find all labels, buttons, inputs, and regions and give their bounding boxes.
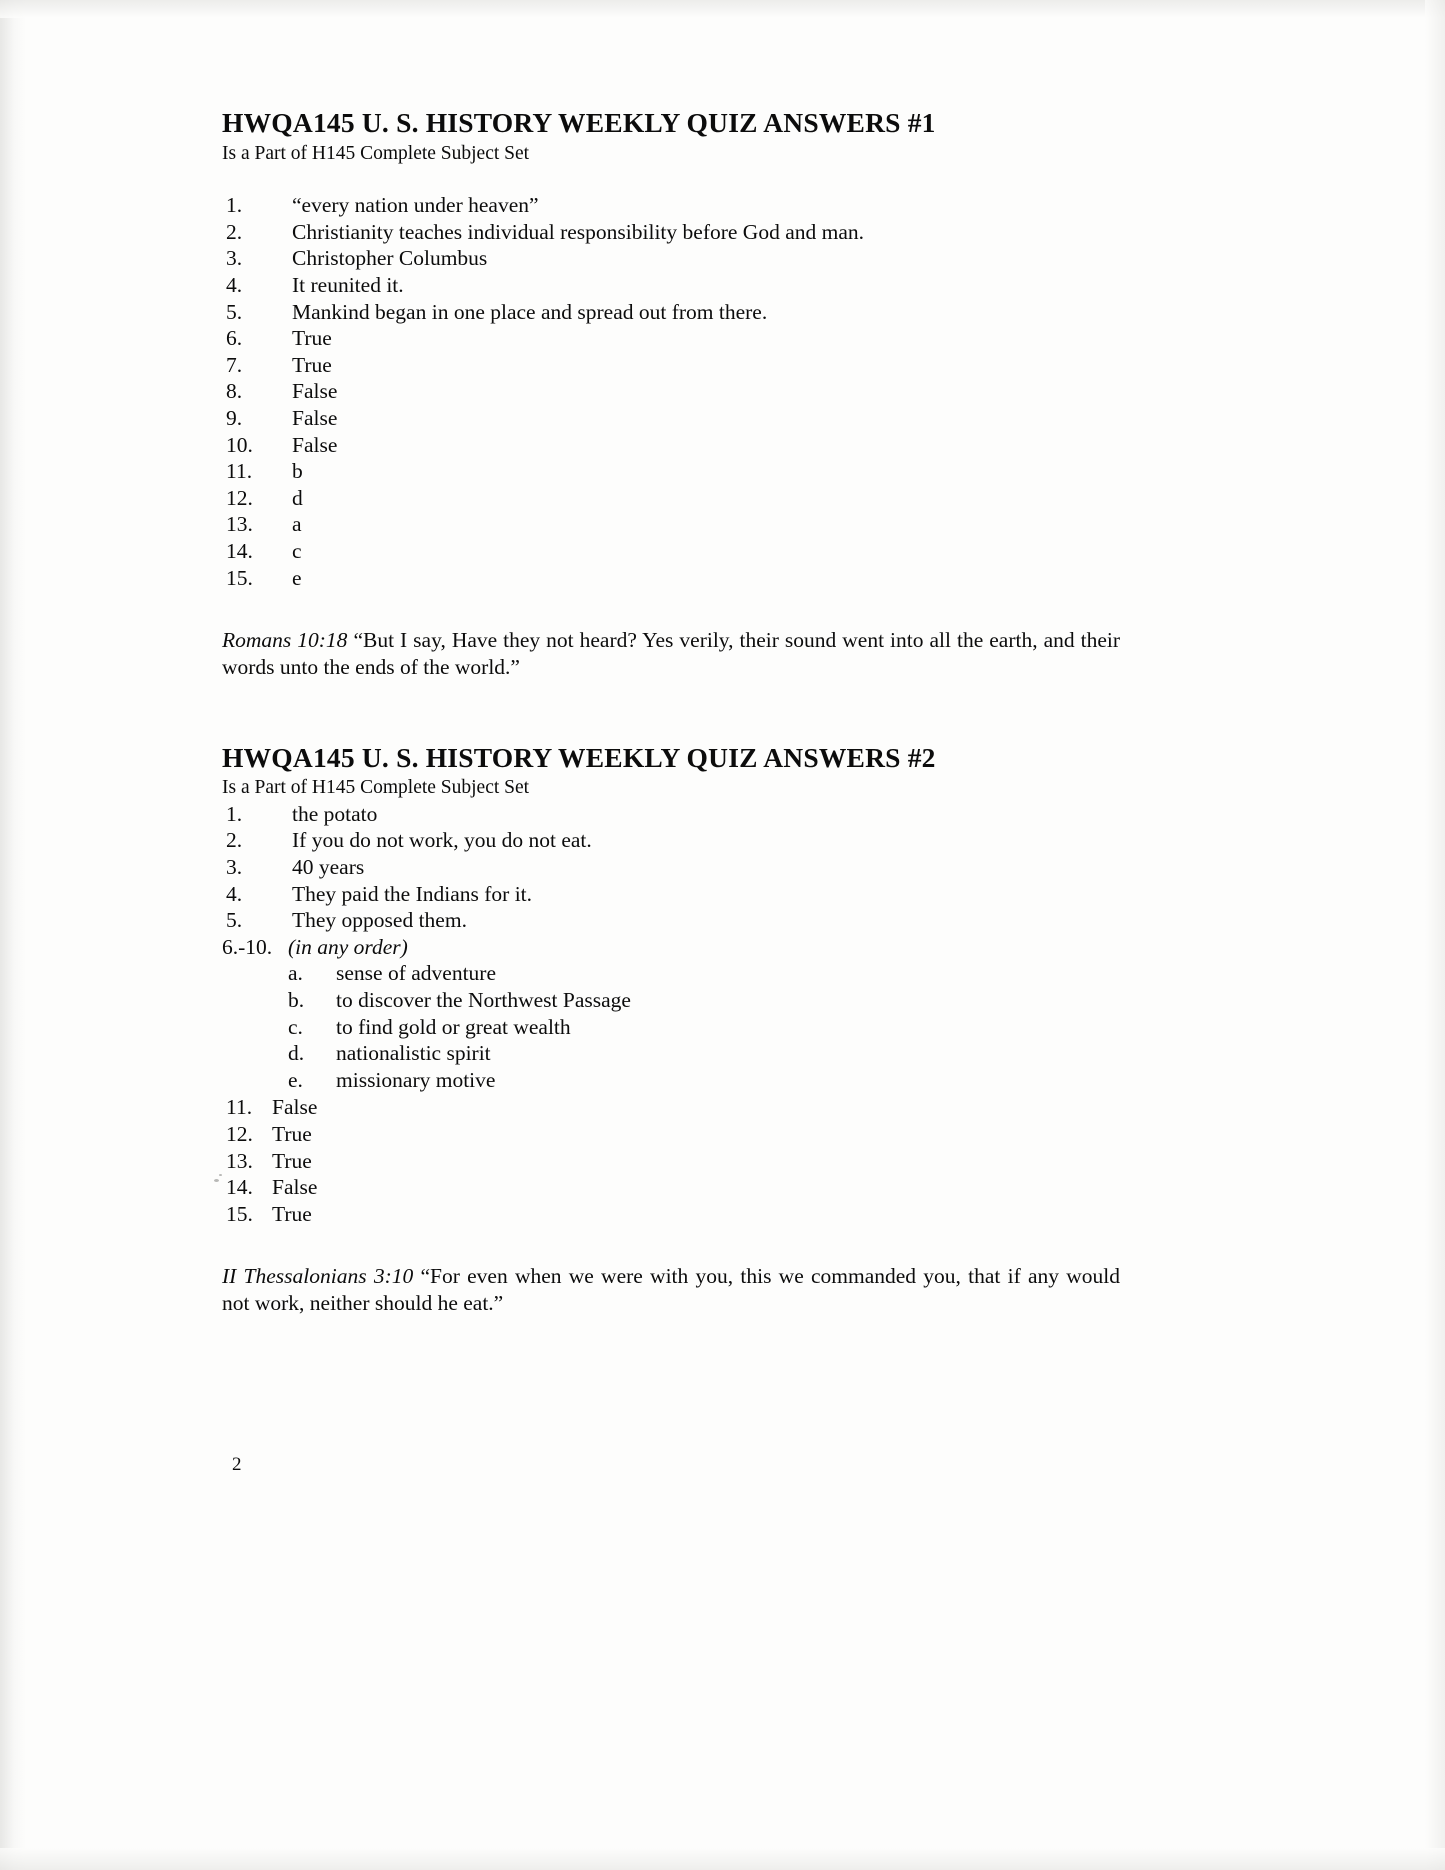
answer-number: 13. [226,1148,253,1173]
section-2-answer-list-tail [222,1094,1122,1227]
answer-number: 10. [226,432,253,457]
answer-number: 14. [226,1175,253,1200]
scripture-reference: II Thessalonians 3:10 [222,1264,414,1289]
answer-item [222,325,1122,352]
answer-item [222,299,1122,326]
answer-text: False [292,379,338,404]
answer-number: 13. [226,512,253,537]
spacer [222,591,1122,627]
page-number: 2 [232,1454,242,1475]
answer-text: the potato [292,801,378,826]
answer-item [222,352,1122,379]
option-letter: b. [288,988,305,1013]
answer-text: It reunited it. [292,272,404,297]
answer-text: b [292,459,303,484]
answer-text: Christianity teaches individual responsibility before God and man. [292,219,865,244]
answer-item [222,1201,1122,1228]
answer-text: True [272,1122,312,1146]
answer-number: 6. [226,326,243,351]
answer-text: Christopher Columbus [292,246,488,271]
answer-number: 11. [226,1095,253,1120]
answer-text: d [292,485,303,510]
scan-speck [214,1179,219,1182]
quiz-section-2 [222,743,1122,1317]
quiz-section-1 [222,108,1122,681]
option-text: to find gold or great wealth [336,1014,571,1039]
section-2-answer-list-head [222,801,1122,961]
answer-item [222,511,1122,538]
answer-number: 12. [226,1122,253,1146]
answer-number: 1. [226,801,243,826]
spacer [222,1227,1122,1263]
answer-item [222,219,1122,246]
answer-item [222,854,1122,881]
answer-item [222,192,1122,219]
answer-number: 15. [226,565,253,590]
grouped-answer-range: 6.-10. [222,934,273,959]
section-1-scripture [222,627,1120,681]
grouped-option-item [222,960,1122,987]
answer-item [222,538,1122,565]
answer-number: 5. [226,299,243,324]
answer-number: 4. [226,272,243,297]
grouped-option-item [222,1014,1122,1041]
scan-edge-left [0,0,26,1870]
answer-number: 15. [226,1201,253,1226]
answer-item [222,1148,1122,1175]
answer-number: 4. [226,881,243,906]
answer-text: False [272,1175,318,1200]
answer-item [222,1174,1122,1201]
answer-number: 8. [226,379,243,404]
answer-item [222,405,1122,432]
answer-number: 2. [226,828,243,853]
section-2-scripture [222,1263,1120,1317]
answer-text: “every nation under heaven” [292,193,539,218]
answer-number: 9. [226,405,243,430]
scan-edge-bottom [0,1848,1445,1870]
answer-number: 3. [226,855,243,880]
section-1-subtitle: Is a Part of H145 Complete Subject Set [222,142,530,164]
answer-text: True [292,326,332,351]
option-letter: e. [288,1067,303,1092]
answer-item [222,1121,1122,1148]
grouped-option-item [222,1067,1122,1094]
scan-edge-right [1425,0,1445,1870]
answer-item [222,432,1122,459]
grouped-answer-options [222,960,1122,1093]
option-letter: c. [288,1014,303,1039]
answer-text: Mankind began in one place and spread out from there. [292,299,768,324]
option-letter: d. [288,1041,305,1066]
option-text: nationalistic spirit [336,1041,491,1066]
grouped-option-item [222,1040,1122,1067]
answer-text: They paid the Indians for it. [292,881,533,906]
answer-item [222,458,1122,485]
answer-text: They opposed them. [292,908,467,933]
answer-item [222,1094,1122,1121]
answer-number: 11. [226,459,253,484]
grouped-answer-note: (in any order) [288,934,408,959]
answer-item [222,881,1122,908]
answer-text: 40 years [292,855,365,880]
answer-text: e [292,565,302,590]
answer-number: 14. [226,538,253,563]
answer-number: 5. [226,908,243,933]
answer-number: 2. [226,219,243,244]
scan-edge-top [0,0,1445,18]
scripture-quote: “But I say, Have they not heard? Yes verily, their sound went into all the earth, and their words unto the ends of the world.” [222,628,1121,679]
answer-text: c [292,538,302,563]
answer-text: a [292,512,302,537]
grouped-option-item [222,987,1122,1014]
section-2-subtitle: Is a Part of H145 Complete Subject Set [222,777,530,799]
answer-text: True [292,352,332,377]
answer-number: 1. [226,193,243,218]
answer-item [222,827,1122,854]
section-1-answer-list [222,192,1122,591]
option-text: missionary motive [336,1067,496,1092]
answer-text: False [292,432,338,457]
answer-text: True [272,1201,312,1226]
section-1-title: HWQA145 U. S. HISTORY WEEKLY QUIZ ANSWERS #1 [222,107,936,138]
answer-text: True [272,1148,312,1173]
answer-item [222,907,1122,934]
answer-item [222,801,1122,828]
answer-item [222,565,1122,592]
document-body [222,108,1122,1317]
answer-text: False [272,1095,318,1120]
grouped-answer-item [222,934,1122,961]
answer-item [222,245,1122,272]
spacer [222,681,1122,743]
answer-item [222,272,1122,299]
answer-text: If you do not work, you do not eat. [292,828,592,853]
section-2-title: HWQA145 U. S. HISTORY WEEKLY QUIZ ANSWERS #2 [222,741,936,773]
scripture-reference: Romans 10:18 [222,628,348,653]
scripture-quote: “For even when we were with you, this we commanded you, that if any would not work, neither should he eat.” [222,1264,1120,1316]
option-text: sense of adventure [336,961,496,986]
answer-number: 7. [226,352,243,377]
answer-number: 3. [226,246,243,271]
option-letter: a. [288,961,303,986]
answer-item [222,378,1122,405]
answer-item [222,485,1122,512]
option-text: to discover the Northwest Passage [336,988,631,1013]
answer-text: False [292,405,338,430]
answer-number: 12. [226,485,253,510]
